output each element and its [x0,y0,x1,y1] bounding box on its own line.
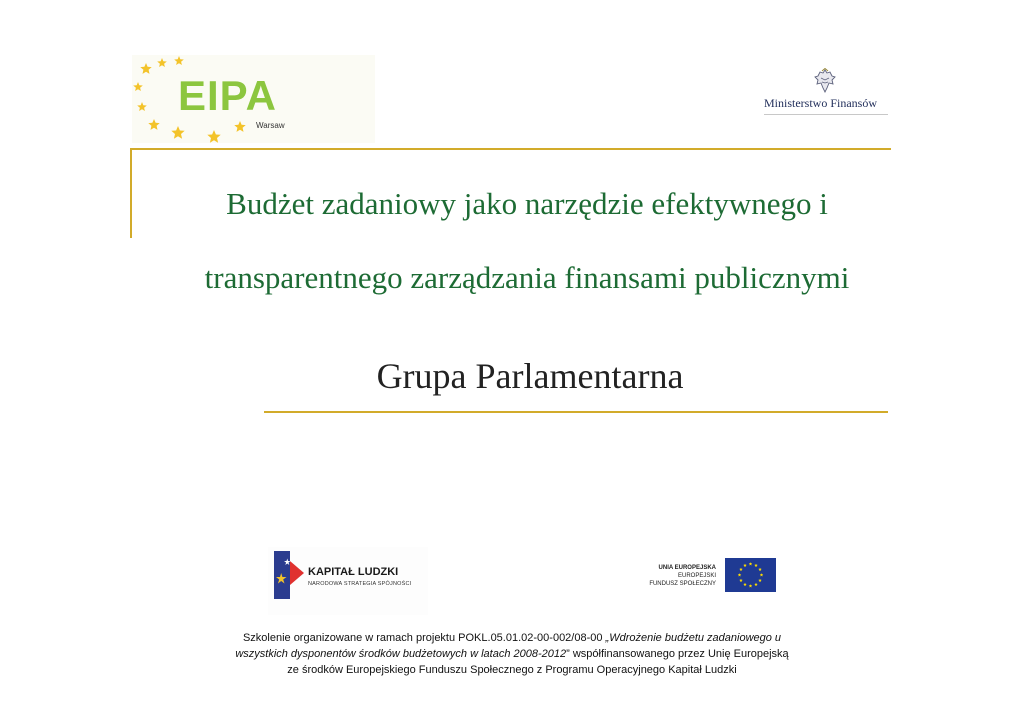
footer-line2 [0,646,1024,662]
eipa-star-icon [234,121,245,132]
ministry-name: Ministerstwo Finansów [764,96,878,110]
eu-star-icon [743,583,746,586]
slide-title-line2: transparentnego zarządzania finansami publicznymi [204,260,850,295]
kapital-ludzki-emblem-icon [272,549,306,601]
eu-flag-icon [725,558,776,592]
eu-star-icon [738,573,741,576]
subtitle-rule [264,411,888,413]
eipa-star-icon [140,63,151,74]
eipa-star-icon [174,56,184,65]
eipa-star-icon [207,130,220,143]
slide-subtitle: Grupa Parlamentarna [376,356,684,396]
eu-star-icon [758,579,761,582]
footer-note [0,630,1024,678]
eipa-logo-word: EIPA [178,72,277,119]
kapital-ludzki-subtitle: NARODOWA STRATEGIA SPÓJNOŚCI [308,581,412,587]
eu-logo-line1: UNIA EUROPEJSKA [658,565,716,571]
eu-logo-text [649,564,716,588]
kapital-ludzki-logo [268,547,428,615]
eu-star-icon [749,584,752,587]
eu-social-fund-logo [636,548,786,602]
footer-line3: ze środków Europejskiego Funduszu Społecznego z Programu Operacyjnego Kapitał Ludzki [287,664,737,676]
white-eagle-emblem-icon [814,68,836,94]
eu-star-icon [749,562,752,565]
eu-star-icon [739,579,742,582]
eipa-star-icon [157,58,167,67]
footer-line2-text: ” współfinansowanego przez Unię Europejską [566,648,789,660]
kapital-ludzki-title: KAPITAŁ LUDZKI [308,566,399,578]
footer-line1 [0,630,1024,646]
eipa-logo [132,55,375,143]
footer-line1-italic: „Wdrożenie budżetu zadaniowego u [605,632,782,644]
ministry-divider [764,114,888,115]
eu-logo-line3: FUNDUSZ SPOŁECZNY [649,581,716,587]
frame-top-rule [130,148,891,150]
footer-line2-italic: wszystkich dysponentów środków budżetowych w latach 2008-2012 [235,648,567,660]
eu-star-icon [760,573,763,576]
eu-star-icon [743,564,746,567]
eipa-star-icon [133,82,143,91]
eu-star-icon [758,568,761,571]
eu-logo-line2: EUROPEJSKI [677,573,716,579]
eipa-logo-city: Warsaw [256,121,285,130]
eu-star-icon [739,568,742,571]
footer-line1-text: Szkolenie organizowane w ramach projektu POKL.05.01.02-00-002/08-00 [242,632,606,644]
eipa-star-icon [137,102,147,111]
eu-star-icon [754,564,757,567]
eu-star-icon [754,583,757,586]
eipa-star-icon [148,119,159,130]
slide-title-line1: Budżet zadaniowy jako narzędzie efektywnego i [226,186,828,221]
eipa-star-icon [171,126,184,139]
ministry-logo [760,68,890,116]
